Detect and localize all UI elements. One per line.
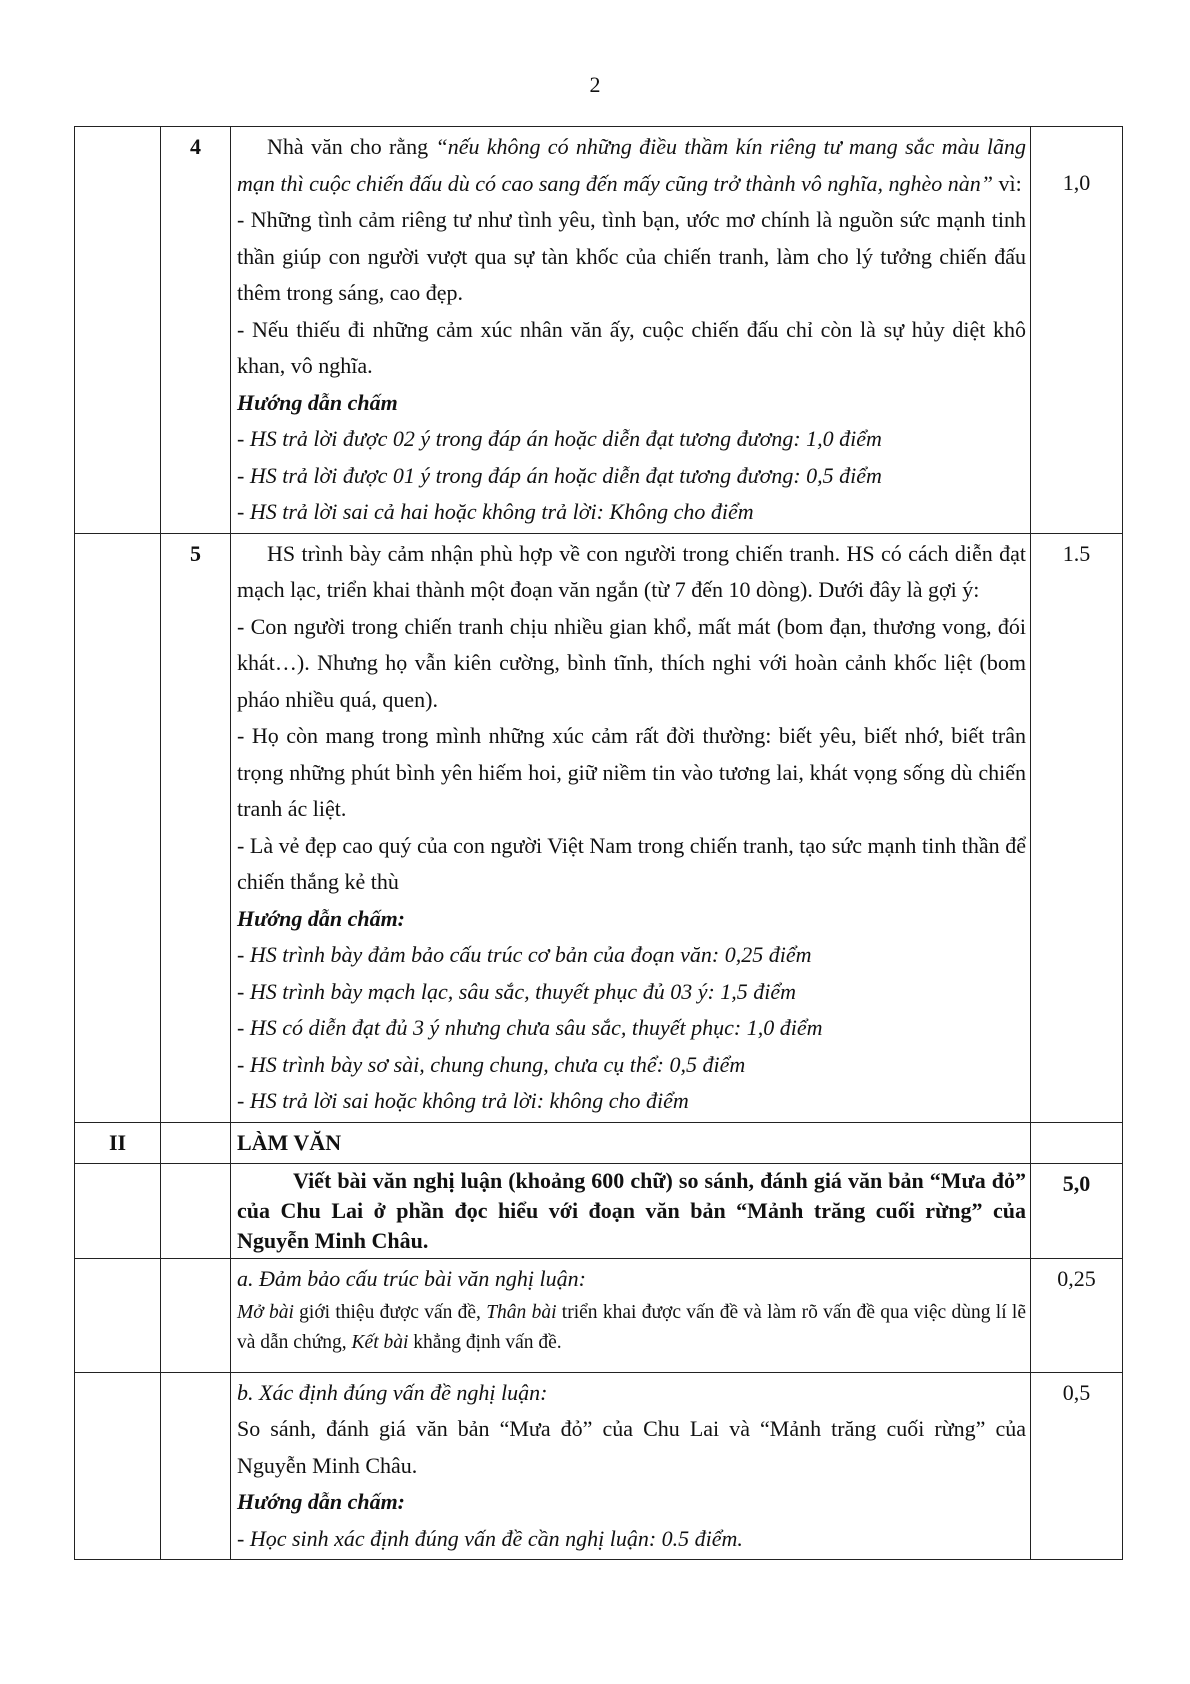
question-number: 5: [161, 533, 231, 1122]
answer-point: - Là vẻ đẹp cao quý của con người Việt Nam trong chiến tranh, tạo sức mạnh tinh thần để chiến thắng kẻ thù: [237, 832, 1026, 894]
page-number: 2: [589, 72, 601, 97]
answer-point: - Con người trong chiến tranh chịu nhiều gian khổ, mất mát (bom đạn, thương vong, đói khát…). Nhưng họ vẫn kiên cường, bình tĩnh, thích nghi với hoàn cảnh khốc liệt (bom pháo nhiều quá, quen).: [237, 613, 1026, 712]
criterion-text: triển khai được vấn đề và làm rõ vấn đề qua việc dùng lí lẽ và dẫn chứng,: [237, 1301, 1026, 1353]
body-label: Thân bài: [486, 1301, 557, 1323]
criterion-b-row: [75, 1372, 1123, 1560]
criterion-b-title: b. Xác định đúng vấn đề nghị luận:: [237, 1379, 548, 1405]
score-cell: 1.5: [1031, 533, 1123, 1122]
empty-cell: [75, 1372, 161, 1560]
grading-guide-item: - HS có diễn đạt đủ 3 ý nhưng chưa sâu sắc, thuyết phục: 1,0 điểm: [237, 1015, 823, 1040]
section-2-header-row: [75, 1122, 1123, 1164]
score-cell: 1,0: [1031, 127, 1123, 534]
question-5-row: [75, 533, 1123, 1122]
criterion-a-title: a. Đảm bảo cấu trúc bài văn nghị luận:: [237, 1266, 586, 1291]
question-number: 4: [161, 127, 231, 534]
empty-cell: [161, 1259, 231, 1373]
criterion-text: giới thiệu được vấn đề,: [293, 1301, 487, 1323]
grading-guide-item: - HS trả lời được 02 ý trong đáp án hoặc diễn đạt tương đương: 1,0 điểm: [237, 426, 882, 451]
empty-cell: [161, 1122, 231, 1164]
answer-point: - Những tình cảm riêng tư như tình yêu, tình bạn, ước mơ chính là nguồn sức mạnh tinh thần giúp con người vượt qua sự tàn khốc của chiến tranh, làm cho lý tưởng chiến đấu thêm trong sáng, cao đẹp.: [237, 207, 1026, 305]
grading-guide-item: - HS trình bày mạch lạc, sâu sắc, thuyết phục đủ 03 ý: 1,5 điểm: [237, 978, 797, 1004]
section-cell: [75, 533, 161, 1122]
grading-guide-item: - Học sinh xác định đúng vấn đề cần nghị luận: 0.5 điểm.: [237, 1525, 743, 1551]
intro-label: Mở bài: [237, 1301, 294, 1323]
criterion-a-text: [237, 1298, 1026, 1358]
empty-cell: [161, 1372, 231, 1560]
grading-guide-title: Hướng dẫn chấm: [237, 389, 398, 415]
score-cell: 0,25: [1031, 1259, 1123, 1373]
grading-guide-item: - HS trả lời được 01 ý trong đáp án hoặc diễn đạt tương đương: 0,5 điểm: [237, 462, 882, 488]
intro-text: Nhà văn cho rằng: [267, 134, 436, 159]
answer-point: - Nếu thiếu đi những cảm xúc nhân văn ấy, cuộc chiến đấu chỉ còn là sự hủy diệt khô khan, vô nghĩa.: [237, 316, 1026, 378]
empty-cell: [161, 1164, 231, 1259]
essay-task: [231, 1164, 1031, 1259]
grading-guide-item: - HS trình bày đảm bảo cấu trúc cơ bản của đoạn văn: 0,25 điểm: [237, 942, 812, 967]
essay-task-row: [75, 1164, 1123, 1259]
score-cell: 5,0: [1031, 1164, 1123, 1259]
grading-guide-item: - HS trả lời sai cả hai hoặc không trả lời: Không cho điểm: [237, 499, 754, 524]
empty-cell: [75, 1259, 161, 1373]
grading-guide-item: - HS trả lời sai hoặc không trả lời: không cho điểm: [237, 1088, 689, 1113]
answer-table: [74, 126, 1123, 1560]
essay-task-text: Viết bài văn nghị luận (khoảng 600 chữ) so sánh, đánh giá văn bản “Mưa đỏ” của Chu Lai ở phần đọc hiểu với đoạn văn bản “Mảnh trăng cuối rừng” của Nguyễn Minh Châu.: [237, 1168, 1026, 1253]
criterion-b: [231, 1372, 1031, 1560]
empty-cell: [75, 1164, 161, 1259]
section-cell: [75, 127, 161, 534]
grading-guide-item: - HS trình bày sơ sài, chung chung, chưa cụ thể: 0,5 điểm: [237, 1051, 746, 1077]
criterion-a-row: [75, 1259, 1123, 1373]
section-roman: II: [75, 1122, 161, 1164]
empty-score-cell: [1031, 1122, 1123, 1164]
grading-guide-title: Hướng dẫn chấm:: [237, 905, 406, 931]
score-cell: 0,5: [1031, 1372, 1123, 1560]
criterion-b-text: So sánh, đánh giá văn bản “Mưa đỏ” của Chu Lai và “Mảnh trăng cuối rừng” của Nguyễn Minh Châu.: [237, 1416, 1026, 1478]
question-5-intro: HS trình bày cảm nhận phù hợp về con người trong chiến tranh. HS có cách diễn đạt mạch lạc, triển khai thành một đoạn văn ngắn (từ 7 đến 10 dòng). Dưới đây là gợi ý:: [237, 540, 1026, 602]
answer-point: - Họ còn mang trong mình những xúc cảm rất đời thường: biết yêu, biết nhớ, biết trân trọng những phút bình yên hiếm hoi, giữ niềm tin vào tương lai, khát vọng sống dù chiến tranh ác liệt.: [237, 723, 1026, 821]
question-4-content: [231, 127, 1031, 534]
section-2-title: LÀM VĂN: [231, 1122, 1031, 1164]
grading-guide-title: Hướng dẫn chấm:: [237, 1489, 406, 1514]
criterion-a: [231, 1259, 1031, 1373]
conclusion-label: Kết bài: [351, 1331, 409, 1353]
intro-quote: “nếu không có những điều thầm kín riêng tư mang sắc màu lãng mạn thì cuộc chiến đấu dù có cao sang đến mấy cũng trở thành vô nghĩa, nghèo nàn”: [237, 134, 1027, 196]
question-5-content: [231, 533, 1031, 1122]
intro-text-end: vì:: [992, 170, 1022, 196]
criterion-text: khẳng định vấn đề.: [408, 1331, 562, 1353]
question-4-row: [75, 127, 1123, 534]
question-4-intro: [237, 129, 1026, 202]
